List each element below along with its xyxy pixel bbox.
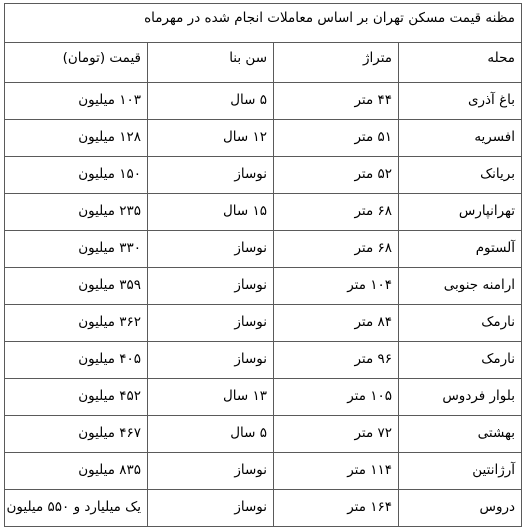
table-row [5,305,522,342]
cell-price: ۳۶۲ میلیون [5,305,148,342]
title-row [5,4,522,43]
cell-building-age: نوساز [148,268,274,305]
cell-building-age: نوساز [148,453,274,490]
cell-building-age: نوساز [148,305,274,342]
table-row [5,416,522,453]
table-title: مظنه قیمت مسکن تهران بر اساس معاملات انجام شده در مهرماه [5,4,522,43]
table-row [5,342,522,379]
cell-building-age: ۱۳ سال [148,379,274,416]
cell-area: ۹۶ متر [274,342,399,379]
cell-price: ۳۵۹ میلیون [5,268,148,305]
table-row [5,379,522,416]
table-row [5,453,522,490]
cell-building-age: ۱۲ سال [148,120,274,157]
cell-price: ۸۳۵ میلیون [5,453,148,490]
cell-price: ۱۵۰ میلیون [5,157,148,194]
header-neighborhood: محله [399,43,522,83]
cell-neighborhood: نارمک [399,305,522,342]
table-row [5,194,522,231]
cell-price: ۱۲۸ میلیون [5,120,148,157]
cell-price: ۴۰۵ میلیون [5,342,148,379]
housing-price-table [4,3,522,527]
cell-building-age: نوساز [148,231,274,268]
cell-price: ۴۶۷ میلیون [5,416,148,453]
cell-area: ۶۸ متر [274,231,399,268]
cell-neighborhood: بریانک [399,157,522,194]
price-table-container [4,3,521,521]
cell-area: ۱۰۴ متر [274,268,399,305]
cell-neighborhood: تهرانپارس [399,194,522,231]
cell-area: ۴۴ متر [274,83,399,120]
cell-price: ۳۳۰ میلیون [5,231,148,268]
header-building-age: سن بنا [148,43,274,83]
cell-building-age: ۱۵ سال [148,194,274,231]
cell-area: ۵۲ متر [274,157,399,194]
cell-building-age: ۵ سال [148,83,274,120]
cell-neighborhood: آرژانتین [399,453,522,490]
cell-price: یک میلیارد و ۵۵۰ میلیون [5,490,148,527]
cell-area: ۱۰۵ متر [274,379,399,416]
cell-price: ۱۰۳ میلیون [5,83,148,120]
cell-price: ۲۳۵ میلیون [5,194,148,231]
cell-area: ۵۱ متر [274,120,399,157]
cell-area: ۷۲ متر [274,416,399,453]
cell-neighborhood: بهشتی [399,416,522,453]
table-row [5,268,522,305]
cell-building-age: نوساز [148,157,274,194]
cell-area: ۸۴ متر [274,305,399,342]
cell-building-age: نوساز [148,490,274,527]
header-price: قیمت (تومان) [5,43,148,83]
table-row [5,231,522,268]
cell-neighborhood: باغ آذری [399,83,522,120]
table-row [5,83,522,120]
cell-neighborhood: آلستوم [399,231,522,268]
cell-area: ۶۸ متر [274,194,399,231]
header-row [5,43,522,83]
cell-neighborhood: دروس [399,490,522,527]
cell-price: ۴۵۲ میلیون [5,379,148,416]
table-row [5,157,522,194]
cell-neighborhood: افسریه [399,120,522,157]
cell-building-age: ۵ سال [148,416,274,453]
cell-neighborhood: بلوار فردوس [399,379,522,416]
cell-neighborhood: ارامنه جنوبی [399,268,522,305]
cell-area: ۱۶۴ متر [274,490,399,527]
cell-area: ۱۱۴ متر [274,453,399,490]
table-row [5,120,522,157]
table-body [5,4,522,527]
cell-neighborhood: نارمک [399,342,522,379]
cell-building-age: نوساز [148,342,274,379]
header-area: متراژ [274,43,399,83]
table-row [5,490,522,527]
